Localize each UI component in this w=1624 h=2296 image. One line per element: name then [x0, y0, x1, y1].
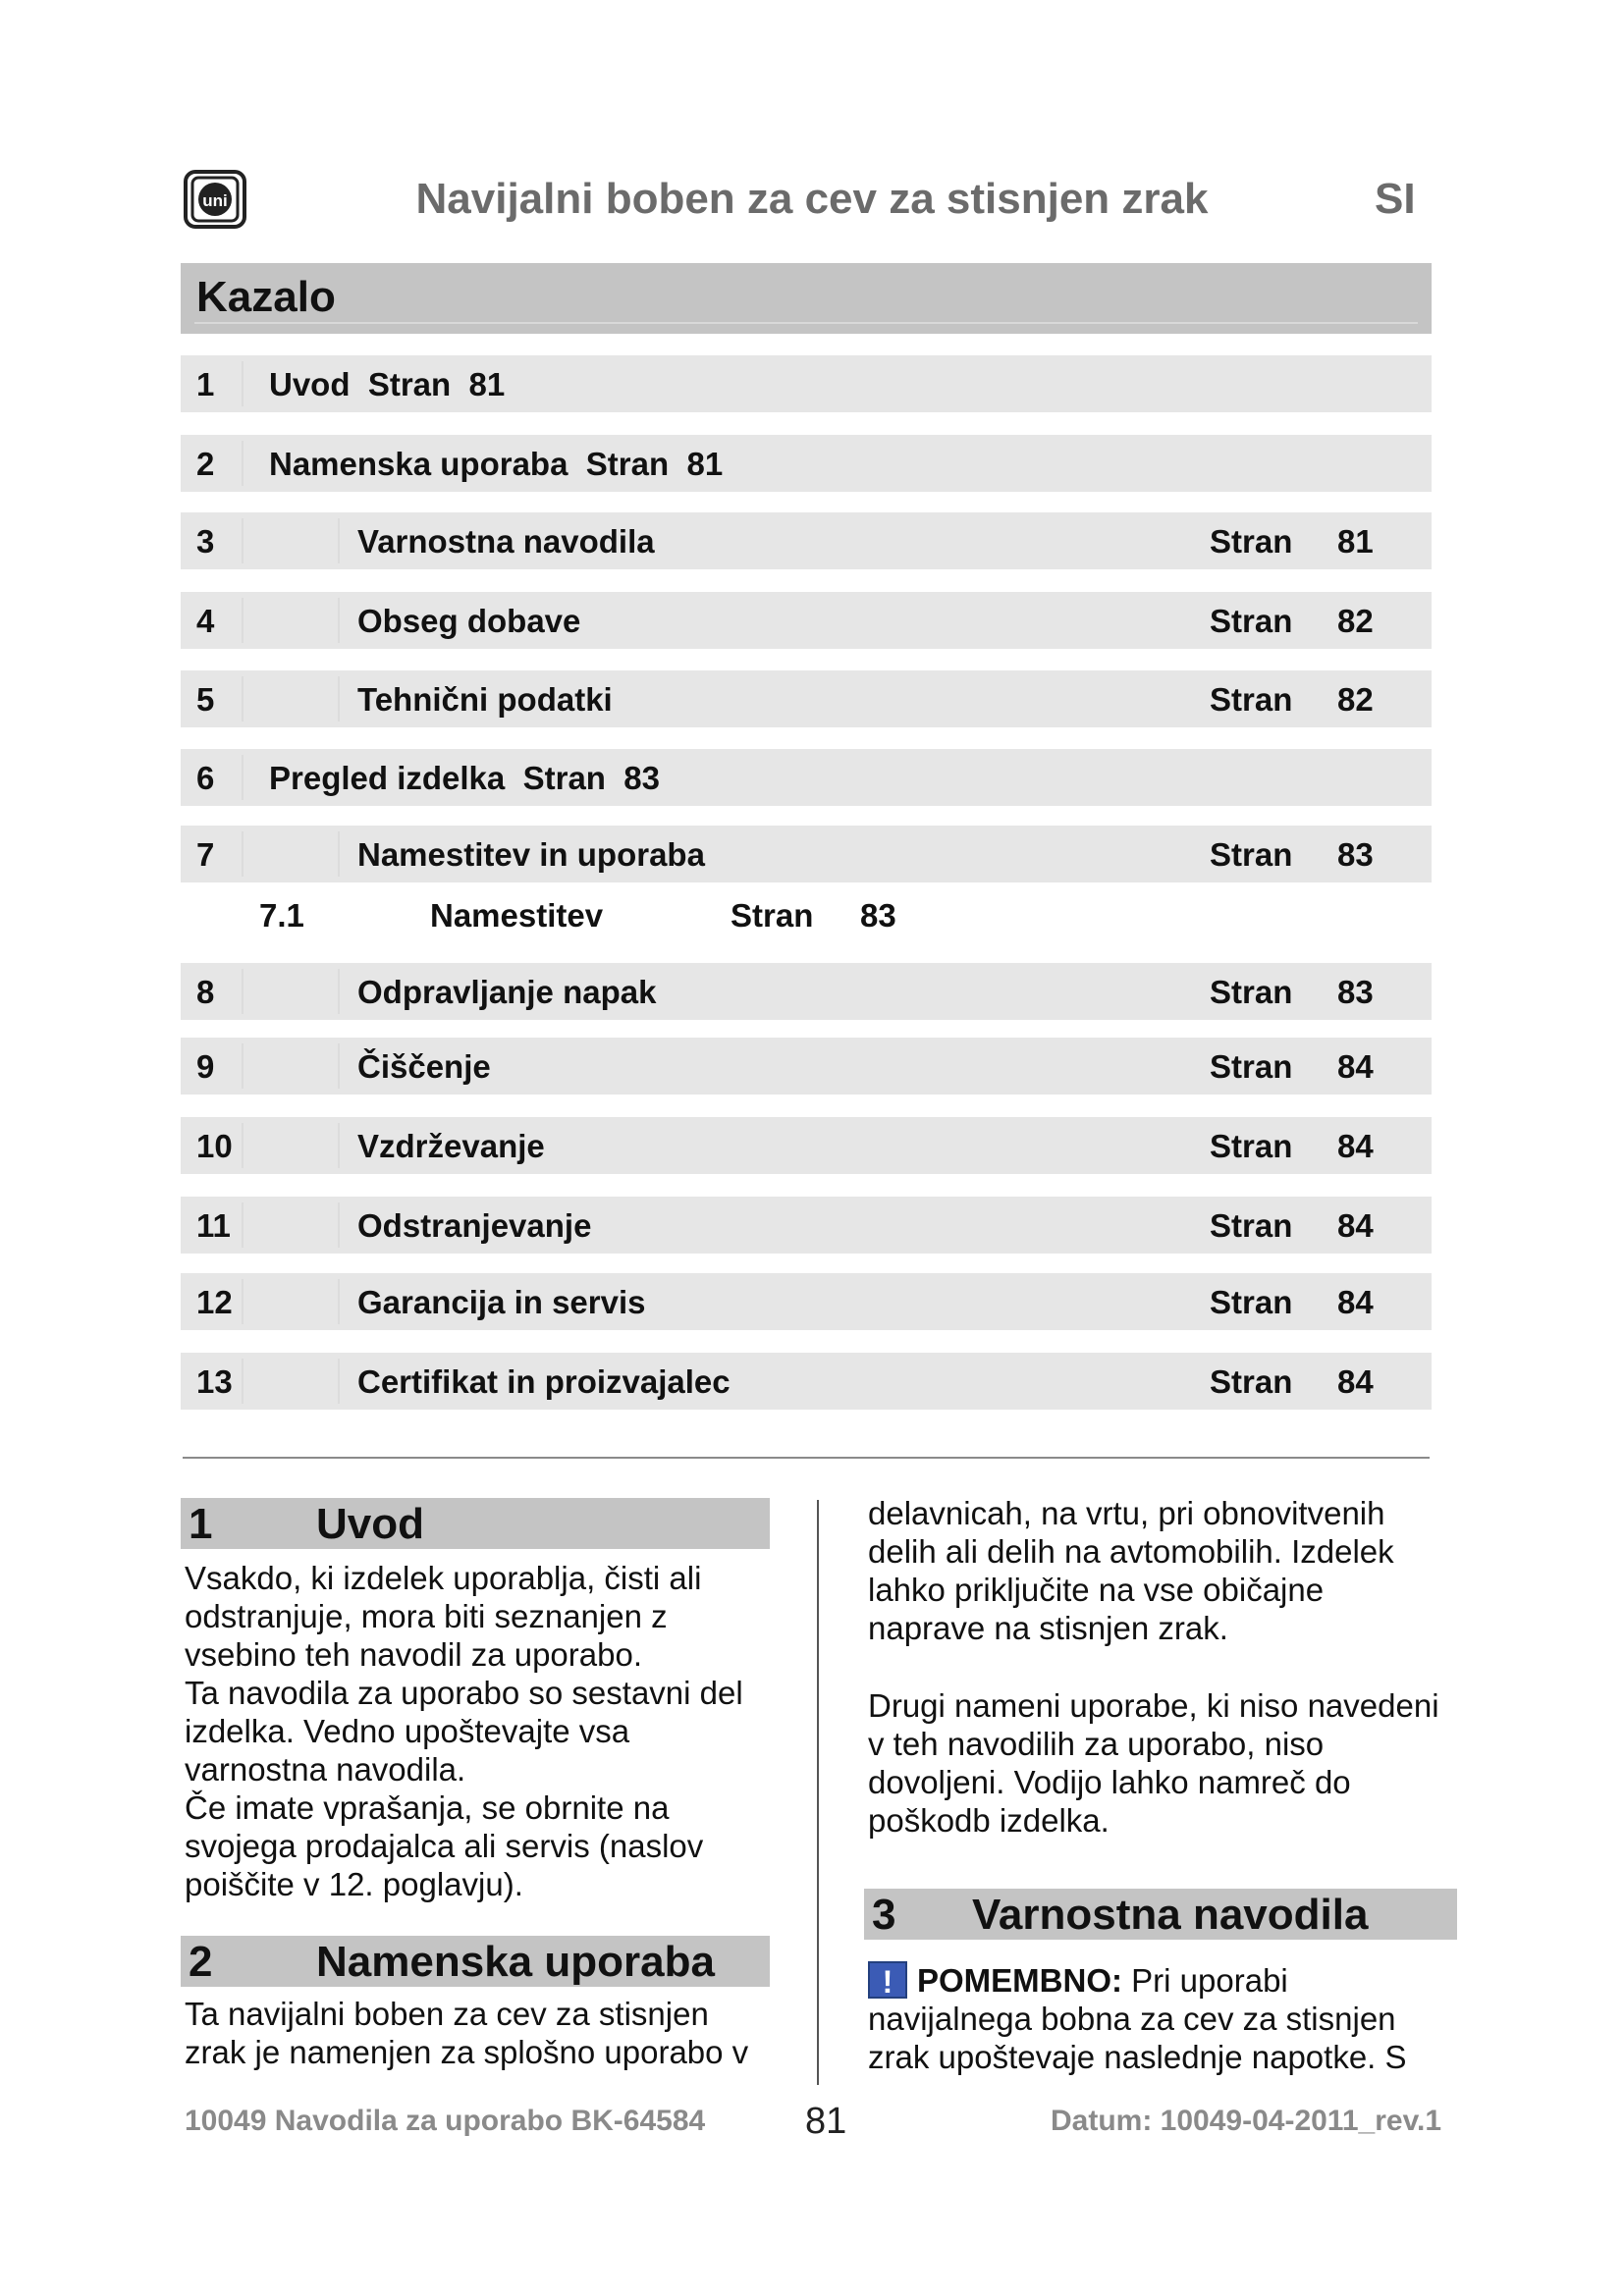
section-3-text [868, 1961, 1457, 2076]
toc-entry-text: Pregled izdelka Stran 83 [269, 760, 660, 796]
toc-row-1[interactable] [181, 355, 1432, 412]
toc-title: Čiščenje [357, 1048, 491, 1085]
text-line: delavnicah, na vrtu, pri obnovitvenih [868, 1495, 1385, 1531]
toc-stran: Stran [1210, 1363, 1293, 1400]
toc-row-10[interactable] [181, 1117, 1432, 1174]
section-3-heading [864, 1889, 1457, 1940]
important-text: Pri uporabi [1122, 1962, 1288, 1999]
toc-num: 4 [196, 603, 215, 639]
logo-text: uni [202, 191, 228, 210]
toc-title: Odstranjevanje [357, 1207, 592, 1244]
toc-row-12[interactable] [181, 1273, 1432, 1330]
toc-page: 81 [1337, 523, 1374, 560]
toc-row-2[interactable] [181, 435, 1432, 492]
section-title: Uvod [316, 1500, 424, 1548]
section-2-paragraph-2 [868, 1686, 1457, 1840]
text-line: Ta navijalni boben za cev za stisnjen [185, 1996, 709, 2032]
section-1-text [185, 1559, 793, 1903]
section-2-heading [181, 1936, 770, 1987]
footer-date: Datum: 10049-04-2011_rev.1 [1051, 2105, 1442, 2137]
text-line: Drugi nameni uporabe, ki niso navedeni [868, 1687, 1439, 1724]
toc-sub-stran: Stran [731, 897, 814, 934]
toc-num: 3 [196, 523, 215, 560]
toc-subrow-7-1[interactable] [181, 889, 1432, 940]
section-1-heading [181, 1498, 770, 1549]
toc-stran: Stran [1210, 974, 1293, 1010]
toc-num: 6 [196, 760, 215, 796]
text-line: navijalnega bobna za cev za stisnjen [868, 2001, 1396, 2037]
toc-stran: Stran [1210, 836, 1293, 873]
text-line: Ta navodila za uporabo so sestavni del [185, 1675, 743, 1711]
toc-num: 5 [196, 681, 215, 718]
toc-row-5[interactable] [181, 670, 1432, 727]
toc-page: 83 [1337, 836, 1374, 873]
language-code: SI [1375, 175, 1416, 223]
toc-title: Odpravljanje napak [357, 974, 657, 1010]
section-number: 1 [189, 1500, 213, 1548]
toc-stran: Stran [1210, 1048, 1293, 1085]
section-2-text-continued [868, 1494, 1457, 1647]
toc-num: 11 [196, 1207, 231, 1244]
footer-document-id: 10049 Navodila za uporabo BK-64584 [185, 2105, 706, 2137]
toc-sub-title: Namestitev [430, 897, 604, 934]
section-title: Varnostna navodila [972, 1891, 1369, 1939]
toc-row-7[interactable] [181, 826, 1432, 882]
section-2-text [185, 1995, 793, 2071]
text-line: lahko priključite na vse običajne [868, 1572, 1325, 1608]
toc-stran: Stran [1210, 681, 1293, 718]
toc-row-13[interactable] [181, 1353, 1432, 1410]
text-line: svojega prodajalca ali servis (naslov [185, 1828, 704, 1864]
toc-num: 7 [196, 836, 215, 873]
text-line: Če imate vprašanja, se obrnite na [185, 1789, 670, 1826]
toc-sub-page: 83 [860, 897, 896, 934]
text-line: odstranjuje, mora biti seznanjen z [185, 1598, 668, 1634]
toc-stran: Stran [1210, 603, 1293, 639]
toc-heading [181, 263, 1432, 334]
document-title: Navijalni boben za cev za stisnjen zrak [415, 175, 1209, 223]
toc-row-4[interactable] [181, 592, 1432, 649]
toc-page: 83 [1337, 974, 1374, 1010]
toc-page: 84 [1337, 1207, 1374, 1244]
toc-entry-text: Uvod Stran 81 [269, 366, 506, 402]
text-line: zrak upoštevaje naslednje napotke. S [868, 2039, 1407, 2075]
toc-entry-text: Namenska uporaba Stran 81 [269, 446, 724, 482]
toc-page: 84 [1337, 1363, 1374, 1400]
toc-title: Vzdrževanje [357, 1128, 545, 1164]
text-line: vsebino teh navodil za uporabo. [185, 1636, 642, 1673]
toc-title: Certifikat in proizvajalec [357, 1363, 731, 1400]
toc-row-9[interactable] [181, 1038, 1432, 1095]
section-number: 2 [189, 1938, 213, 1986]
toc-title: Namestitev in uporaba [357, 836, 705, 873]
toc-num: 9 [196, 1048, 215, 1085]
toc-stran: Stran [1210, 523, 1293, 560]
toc-sub-num: 7.1 [259, 897, 304, 934]
toc-title: Tehnični podatki [357, 681, 613, 718]
toc-row-3[interactable] [181, 512, 1432, 569]
toc-title: Obseg dobave [357, 603, 581, 639]
toc-heading-label: Kazalo [196, 273, 336, 321]
important-icon: ! [868, 1961, 907, 1999]
important-line [868, 1961, 1457, 2000]
toc-row-11[interactable] [181, 1197, 1432, 1254]
toc-num: 8 [196, 974, 215, 1010]
toc-page: 84 [1337, 1128, 1374, 1164]
text-line: poiščite v 12. poglavju). [185, 1866, 523, 1902]
text-line: poškodb izdelka. [868, 1802, 1110, 1839]
text-line: delih ali delih na avtomobilih. Izdelek [868, 1533, 1394, 1570]
toc-row-6[interactable] [181, 749, 1432, 806]
section-title: Namenska uporaba [316, 1938, 715, 1986]
toc-heading-rule [194, 322, 1418, 324]
toc-num: 13 [196, 1363, 233, 1400]
text-line: zrak je namenjen za splošno uporabo v [185, 2034, 749, 2070]
text-line: v teh navodilih za uporabo, niso [868, 1726, 1325, 1762]
toc-num: 1 [196, 366, 215, 402]
toc-page: 84 [1337, 1284, 1374, 1320]
toc-page: 82 [1337, 603, 1374, 639]
toc-stran: Stran [1210, 1284, 1293, 1320]
toc-row-8[interactable] [181, 963, 1432, 1020]
text-line: dovoljeni. Vodijo lahko namreč do [868, 1764, 1351, 1800]
toc-page: 82 [1337, 681, 1374, 718]
toc-num: 2 [196, 446, 215, 482]
toc-page: 84 [1337, 1048, 1374, 1085]
text-line: varnostna navodila. [185, 1751, 466, 1788]
toc-num: 10 [196, 1128, 233, 1164]
text-line: izdelka. Vedno upoštevajte vsa [185, 1713, 630, 1749]
text-line: Vsakdo, ki izdelek uporablja, čisti ali [185, 1560, 702, 1596]
toc-num: 12 [196, 1284, 233, 1320]
toc-title: Varnostna navodila [357, 523, 655, 560]
column-divider [817, 1500, 819, 2085]
footer-page-number: 81 [805, 2101, 847, 2142]
toc-title: Garancija in servis [357, 1284, 646, 1320]
section-number: 3 [872, 1891, 896, 1939]
toc-stran: Stran [1210, 1207, 1293, 1244]
text-line: naprave na stisnjen zrak. [868, 1610, 1228, 1646]
important-label: POMEMBNO: [917, 1962, 1122, 1999]
toc-divider [183, 1457, 1430, 1459]
toc-stran: Stran [1210, 1128, 1293, 1164]
